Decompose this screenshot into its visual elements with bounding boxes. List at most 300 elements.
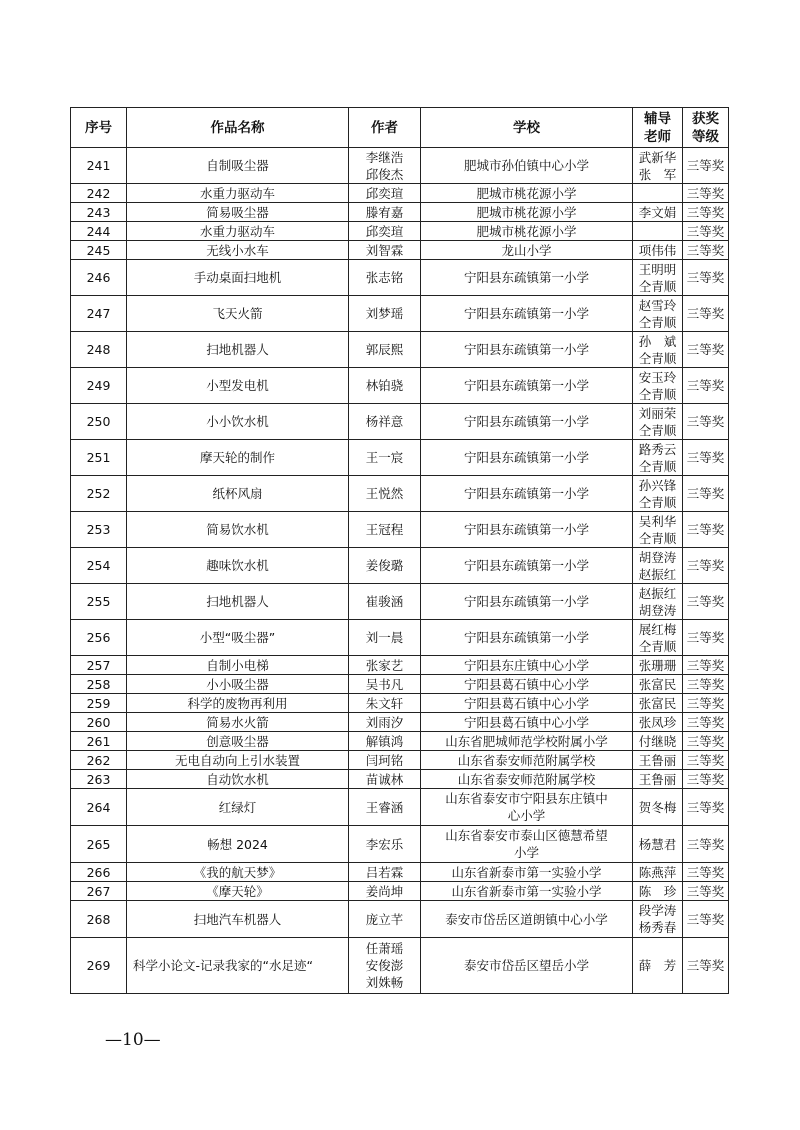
cell-no (71, 620, 127, 656)
cell-award-text: 三等奖 (686, 242, 725, 258)
cell-title-text: 摩天轮的制作 (199, 450, 275, 465)
cell-author (349, 882, 421, 901)
cell-author (349, 512, 421, 548)
cell-no-text: 249 (86, 378, 111, 393)
cell-title (127, 826, 349, 863)
cell-school (421, 203, 633, 222)
table-body (71, 148, 729, 994)
cell-award (683, 938, 729, 994)
cell-title-text: 科学小论文-记录我家的“水足迹“ (133, 958, 313, 973)
cell-award (683, 675, 729, 694)
cell-advisor-text: 展红梅 仝青顺 (638, 621, 677, 654)
cell-no-text: 267 (86, 883, 111, 899)
cell-title-text: 飞天火箭 (212, 306, 263, 321)
cell-author-text: 邱奕瑄 (365, 185, 404, 201)
cell-author (349, 148, 421, 184)
cell-title (127, 184, 349, 203)
cell-school-text: 山东省泰安市泰山区德慧希望 小学 (445, 828, 608, 860)
cell-award-text: 三等奖 (686, 958, 725, 973)
cell-award (683, 694, 729, 713)
table-row (71, 584, 729, 620)
cell-award-text: 三等奖 (686, 836, 725, 852)
cell-author (349, 770, 421, 789)
cell-award (683, 368, 729, 404)
cell-author-text: 解镇鸿 (365, 733, 404, 749)
cell-author-text: 庞立芊 (365, 911, 404, 927)
cell-title-text: 手动桌面扫地机 (193, 270, 282, 285)
cell-school (421, 901, 633, 938)
cell-award-text: 三等奖 (686, 594, 725, 609)
cell-title-text: 红绿灯 (218, 799, 257, 815)
cell-no-text: 262 (86, 752, 111, 768)
cell-school-text: 宁阳县葛石镇中心小学 (463, 676, 589, 692)
cell-award (683, 476, 729, 512)
award-table (70, 107, 729, 994)
table-row (71, 863, 729, 882)
cell-award (683, 222, 729, 241)
table-row (71, 620, 729, 656)
cell-no-text: 250 (86, 414, 111, 429)
cell-title-text: 扫地机器人 (206, 342, 269, 357)
table-row (71, 368, 729, 404)
cell-advisor-text: 贺冬梅 (638, 799, 677, 815)
cell-award (683, 260, 729, 296)
cell-author-text: 刘梦瑶 (365, 306, 404, 321)
cell-author (349, 476, 421, 512)
table-row (71, 512, 729, 548)
cell-author (349, 826, 421, 863)
cell-author-text: 张家艺 (365, 657, 404, 673)
cell-author-text: 闫珂铭 (365, 752, 404, 768)
cell-school (421, 713, 633, 732)
cell-no (71, 148, 127, 184)
cell-school-text: 山东省泰安师范附属学校 (457, 771, 596, 787)
cell-no-text: 266 (86, 864, 111, 880)
cell-award (683, 203, 729, 222)
cell-no-text: 269 (86, 958, 111, 973)
cell-no (71, 694, 127, 713)
cell-school (421, 584, 633, 620)
cell-school-text: 山东省新泰市第一实验小学 (451, 864, 602, 880)
cell-award (683, 584, 729, 620)
cell-title-text: 无线小水车 (206, 242, 269, 258)
cell-title (127, 404, 349, 440)
cell-author (349, 241, 421, 260)
table-row (71, 148, 729, 184)
cell-author-text: 王冠程 (365, 522, 404, 537)
cell-advisor (633, 826, 683, 863)
cell-title (127, 675, 349, 694)
cell-award (683, 789, 729, 826)
cell-school-text: 宁阳县东疏镇第一小学 (463, 558, 589, 573)
cell-advisor-text: 张富民 (638, 695, 677, 711)
table-row (71, 184, 729, 203)
cell-no (71, 476, 127, 512)
cell-author (349, 620, 421, 656)
cell-no-text: 258 (86, 676, 111, 692)
cell-author (349, 404, 421, 440)
cell-no (71, 241, 127, 260)
cell-school-text: 肥城市孙伯镇中心小学 (463, 158, 589, 173)
cell-award (683, 148, 729, 184)
cell-title-text: 自制小电梯 (206, 657, 269, 673)
cell-title (127, 584, 349, 620)
table-row (71, 548, 729, 584)
table-row (71, 789, 729, 826)
table-row (71, 751, 729, 770)
cell-title-text: 自制吸尘器 (206, 158, 269, 173)
cell-title (127, 260, 349, 296)
cell-title-text: 小型“吸尘器” (199, 630, 276, 645)
cell-award-text: 三等奖 (686, 158, 725, 173)
cell-school-text: 宁阳县葛石镇中心小学 (463, 695, 589, 711)
cell-no (71, 863, 127, 882)
cell-school (421, 620, 633, 656)
table-row (71, 656, 729, 675)
cell-no (71, 938, 127, 994)
cell-no (71, 751, 127, 770)
cell-advisor (633, 789, 683, 826)
cell-no (71, 260, 127, 296)
cell-author-text: 苗诚林 (365, 771, 404, 787)
cell-title-text: 简易水火箭 (206, 714, 269, 730)
cell-no-text: 264 (86, 799, 111, 815)
cell-advisor-text: 安玉玲 仝青顺 (638, 369, 677, 402)
cell-title (127, 296, 349, 332)
header-title: 作品名称 (127, 108, 349, 148)
table-row (71, 770, 729, 789)
cell-school-text: 宁阳县东庄镇中心小学 (463, 657, 589, 673)
table-row (71, 440, 729, 476)
cell-advisor (633, 675, 683, 694)
table-row (71, 260, 729, 296)
cell-no-text: 242 (86, 185, 111, 201)
cell-school-text: 宁阳县东疏镇第一小学 (463, 414, 589, 429)
cell-author (349, 656, 421, 675)
cell-title (127, 548, 349, 584)
cell-school-text: 肥城市桃花源小学 (476, 204, 577, 220)
cell-advisor-text: 孙 斌 仝青顺 (638, 333, 677, 366)
cell-title (127, 440, 349, 476)
cell-no-text: 259 (86, 695, 111, 711)
cell-advisor (633, 732, 683, 751)
cell-author-text: 任萧瑶 安俊澎 刘姝畅 (365, 941, 404, 990)
cell-advisor-text: 孙兴锋 仝青顺 (638, 477, 677, 510)
cell-title-text: 扫地汽车机器人 (193, 911, 282, 927)
cell-award-text: 三等奖 (686, 733, 725, 749)
cell-advisor-text: 薛 芳 (638, 958, 677, 973)
cell-title (127, 512, 349, 548)
cell-author-text: 林铂骁 (365, 378, 404, 393)
cell-author (349, 713, 421, 732)
cell-author (349, 548, 421, 584)
cell-award (683, 440, 729, 476)
cell-author (349, 584, 421, 620)
header-row (71, 108, 729, 148)
cell-no-text: 261 (86, 733, 111, 749)
cell-advisor (633, 222, 683, 241)
cell-author-text: 郭辰熙 (365, 342, 404, 357)
cell-award-text: 三等奖 (686, 204, 725, 220)
cell-school-text: 宁阳县东疏镇第一小学 (463, 486, 589, 501)
cell-award (683, 241, 729, 260)
cell-advisor (633, 770, 683, 789)
cell-award (683, 732, 729, 751)
cell-no (71, 222, 127, 241)
cell-advisor-text: 王鲁丽 (638, 771, 677, 787)
cell-award (683, 184, 729, 203)
cell-no (71, 732, 127, 751)
cell-school-text: 宁阳县葛石镇中心小学 (463, 714, 589, 730)
cell-advisor (633, 368, 683, 404)
cell-author (349, 732, 421, 751)
table-row (71, 296, 729, 332)
cell-school (421, 296, 633, 332)
cell-school-text: 宁阳县东疏镇第一小学 (463, 306, 589, 321)
cell-school-text: 宁阳县东疏镇第一小学 (463, 450, 589, 465)
cell-author (349, 938, 421, 994)
cell-title-text: 无电自动向上引水装置 (174, 752, 300, 768)
cell-award-text: 三等奖 (686, 270, 725, 285)
cell-advisor (633, 751, 683, 770)
table-row (71, 732, 729, 751)
cell-author-text: 朱文轩 (365, 695, 404, 711)
cell-advisor-text: 刘丽荣 仝青顺 (638, 405, 677, 438)
cell-school-text: 泰安市岱岳区道朗镇中心小学 (445, 911, 608, 927)
cell-advisor-text: 陈燕萍 (638, 864, 677, 880)
cell-advisor (633, 512, 683, 548)
cell-author (349, 675, 421, 694)
cell-advisor-text: 武新华 张 军 (638, 149, 677, 182)
cell-advisor (633, 656, 683, 675)
cell-award (683, 548, 729, 584)
cell-title-text: 水重力驱动车 (199, 223, 275, 239)
cell-no-text: 248 (86, 342, 111, 357)
cell-advisor-text: 王鲁丽 (638, 752, 677, 768)
cell-award-text: 三等奖 (686, 752, 725, 768)
cell-title (127, 863, 349, 882)
header-no: 序号 (71, 108, 127, 148)
cell-school-text: 山东省泰安市宁阳县东庄镇中 心小学 (445, 791, 608, 823)
cell-title (127, 203, 349, 222)
cell-advisor (633, 694, 683, 713)
cell-title (127, 713, 349, 732)
cell-award (683, 296, 729, 332)
cell-advisor (633, 938, 683, 994)
cell-no (71, 584, 127, 620)
cell-title-text: 扫地机器人 (206, 594, 269, 609)
cell-title (127, 901, 349, 938)
cell-school-text: 山东省新泰市第一实验小学 (451, 883, 602, 899)
table-row (71, 675, 729, 694)
cell-no-text: 265 (86, 836, 111, 852)
cell-school (421, 222, 633, 241)
cell-title (127, 882, 349, 901)
cell-school-text: 山东省肥城师范学校附属小学 (445, 733, 608, 749)
cell-school-text: 宁阳县东疏镇第一小学 (463, 594, 589, 609)
table-row (71, 713, 729, 732)
cell-no (71, 901, 127, 938)
cell-title-text: 科学的废物再利用 (187, 695, 288, 711)
cell-title (127, 751, 349, 770)
page-number: —10— (105, 1030, 161, 1050)
cell-advisor (633, 148, 683, 184)
cell-advisor (633, 713, 683, 732)
cell-no-text: 241 (86, 158, 111, 173)
header-author: 作者 (349, 108, 421, 148)
cell-author (349, 203, 421, 222)
cell-award-text: 三等奖 (686, 486, 725, 501)
cell-author-text: 王一宸 (365, 450, 404, 465)
cell-no (71, 770, 127, 789)
cell-author (349, 368, 421, 404)
cell-school (421, 770, 633, 789)
cell-advisor (633, 548, 683, 584)
cell-title (127, 241, 349, 260)
cell-no (71, 789, 127, 826)
cell-title-text: 趣味饮水机 (206, 558, 269, 573)
cell-advisor (633, 440, 683, 476)
cell-no-text: 257 (86, 657, 111, 673)
cell-advisor-text: 王明明 仝青顺 (638, 261, 677, 294)
cell-advisor (633, 332, 683, 368)
cell-award (683, 620, 729, 656)
cell-advisor (633, 296, 683, 332)
cell-school (421, 938, 633, 994)
cell-school (421, 656, 633, 675)
cell-advisor-text: 段学涛 杨秀春 (638, 903, 677, 935)
table-row (71, 332, 729, 368)
cell-award-text: 三等奖 (686, 342, 725, 357)
cell-no-text: 252 (86, 486, 111, 501)
cell-author-text: 王悦然 (365, 486, 404, 501)
header-advisor: 辅导 老师 (633, 108, 683, 148)
cell-no (71, 296, 127, 332)
cell-award-text: 三等奖 (686, 450, 725, 465)
cell-advisor (633, 184, 683, 203)
table-row (71, 476, 729, 512)
cell-award (683, 901, 729, 938)
cell-no (71, 184, 127, 203)
cell-advisor (633, 620, 683, 656)
cell-school (421, 789, 633, 826)
cell-advisor (633, 241, 683, 260)
cell-title (127, 476, 349, 512)
cell-author (349, 901, 421, 938)
cell-author (349, 751, 421, 770)
cell-award (683, 656, 729, 675)
cell-author (349, 222, 421, 241)
cell-advisor (633, 882, 683, 901)
cell-school-text: 宁阳县东疏镇第一小学 (463, 342, 589, 357)
cell-no (71, 332, 127, 368)
cell-no (71, 882, 127, 901)
table-row (71, 241, 729, 260)
cell-no (71, 512, 127, 548)
cell-author-text: 刘一晨 (365, 630, 404, 645)
cell-author-text: 姜尚坤 (365, 883, 404, 899)
cell-advisor-text: 张珊珊 (638, 657, 677, 673)
cell-school (421, 332, 633, 368)
table-row (71, 694, 729, 713)
cell-school (421, 548, 633, 584)
cell-award (683, 863, 729, 882)
cell-no-text: 263 (86, 771, 111, 787)
cell-title-text: 纸杯风扇 (212, 486, 263, 501)
cell-school (421, 512, 633, 548)
cell-award (683, 404, 729, 440)
cell-award-text: 三等奖 (686, 414, 725, 429)
cell-school (421, 476, 633, 512)
cell-title-text: 小小吸尘器 (206, 676, 269, 692)
cell-author-text: 姜俊璐 (365, 558, 404, 573)
cell-advisor-text: 杨慧君 (638, 836, 677, 852)
cell-award-text: 三等奖 (686, 522, 725, 537)
cell-award-text: 三等奖 (686, 714, 725, 730)
cell-title (127, 732, 349, 751)
cell-no (71, 713, 127, 732)
cell-title-text: 畅想 2024 (207, 836, 268, 852)
cell-school (421, 732, 633, 751)
cell-no-text: 254 (86, 558, 111, 573)
cell-author (349, 863, 421, 882)
cell-author (349, 296, 421, 332)
cell-award-text: 三等奖 (686, 799, 725, 815)
cell-advisor (633, 476, 683, 512)
cell-author-text: 吴书凡 (365, 676, 404, 692)
cell-title-text: 《摩天轮》 (206, 883, 269, 899)
cell-title (127, 332, 349, 368)
header-award: 获奖 等级 (683, 108, 729, 148)
cell-title (127, 656, 349, 675)
cell-award-text: 三等奖 (686, 911, 725, 927)
cell-no-text: 251 (86, 450, 111, 465)
cell-award-text: 三等奖 (686, 695, 725, 711)
table-row (71, 203, 729, 222)
cell-award (683, 512, 729, 548)
table-row (71, 938, 729, 994)
cell-no (71, 404, 127, 440)
table-row (71, 901, 729, 938)
cell-title (127, 222, 349, 241)
cell-advisor-text: 陈 珍 (638, 883, 677, 899)
cell-school (421, 148, 633, 184)
cell-school (421, 260, 633, 296)
cell-title (127, 938, 349, 994)
cell-advisor-text: 赵雪玲 仝青顺 (638, 297, 677, 330)
cell-advisor-text: 张凤珍 (638, 714, 677, 730)
cell-school-text: 山东省泰安师范附属学校 (457, 752, 596, 768)
cell-school (421, 694, 633, 713)
cell-advisor (633, 584, 683, 620)
header-school: 学校 (421, 108, 633, 148)
cell-award (683, 826, 729, 863)
cell-author (349, 184, 421, 203)
cell-school (421, 404, 633, 440)
cell-no-text: 246 (86, 270, 111, 285)
cell-no (71, 826, 127, 863)
cell-author-text: 吕若霖 (365, 864, 404, 880)
table-row (71, 826, 729, 863)
cell-author-text: 刘智霖 (365, 242, 404, 258)
cell-advisor (633, 203, 683, 222)
cell-no-text: 268 (86, 911, 111, 927)
cell-title (127, 368, 349, 404)
cell-author-text: 张志铭 (365, 270, 404, 285)
cell-no-text: 256 (86, 630, 111, 645)
cell-award (683, 882, 729, 901)
cell-author-text: 邱奕瑄 (365, 223, 404, 239)
